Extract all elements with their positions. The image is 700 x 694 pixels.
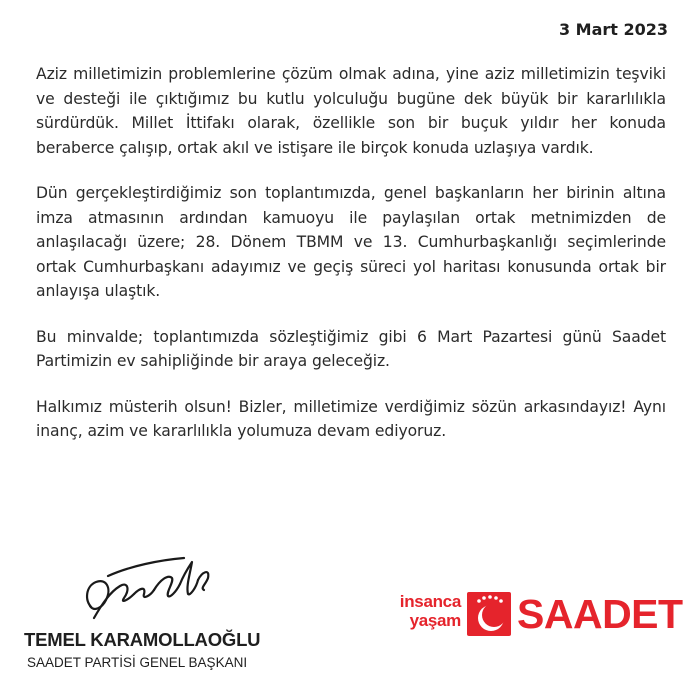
paragraph: Aziz milletimizin problemlerine çözüm olmak adına, yine aziz milletimizin teşviki ve desteği ile çıktığımız bu kutlu yolculuğu bugüne dek büyük bir kararlılıkla sürdürdük. Millet İttifakı olarak, özellikle son bir buçuk yıldır her konuda beraberce çalışıp, ortak akıl ve istişare ile birçok konuda uzlaşıya vardık. xyxy=(36,65,666,157)
logo-slogan xyxy=(383,592,461,630)
logo-slogan-line: yaşam xyxy=(409,611,461,630)
handwritten-signature xyxy=(80,548,220,624)
paragraph: Halkımız müsterih olsun! Bizler, milletimize verdiğimiz sözün arkasındayız! Aynı inanç, azim ve kararlılıkla yolumuza devam ediyoruz. xyxy=(36,397,666,440)
statement-body xyxy=(36,62,666,465)
party-logo xyxy=(383,591,683,640)
signatory-title: SAADET PARTİSİ GENEL BAŞKANI xyxy=(27,655,248,670)
crescent-stars-icon xyxy=(467,592,511,636)
paragraph: Dün gerçekleştirdiğimiz son toplantımızda, genel başkanların her birinin altına imza atmasının ardından kamuoyu ile paylaşılan ortak metnimizden de anlaşılacağı üzere; 28. Dönem TBMM ve 13. Cumhurbaşkanlığı seçimlerinde ortak Cumhurbaşkanı adayımız ve geçiş süreci yol haritası konusunda ortak bir anlayışa ulaştık. xyxy=(36,184,666,300)
paragraph: Bu minvalde; toplantımızda sözleştiğimiz gibi 6 Mart Pazartesi günü Saadet Partimizin ev sahipliğinde bir araya geleceğiz. xyxy=(36,327,666,370)
signatory-name: TEMEL KARAMOLLAOĞLU xyxy=(24,629,261,650)
document-date: 3 Mart 2023 xyxy=(558,20,668,39)
logo-brand: SAADET xyxy=(517,591,683,637)
logo-slogan-line: insanca xyxy=(399,592,461,611)
